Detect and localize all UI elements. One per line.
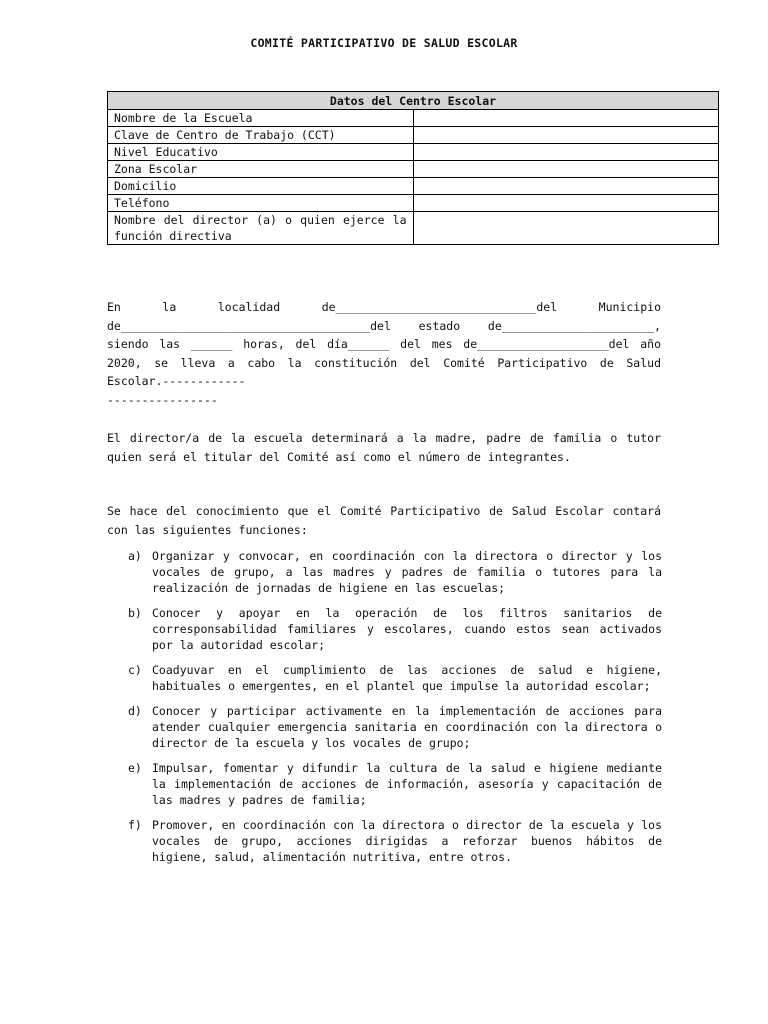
row-value-school-name[interactable] xyxy=(413,110,719,127)
list-marker: b) xyxy=(128,606,142,620)
constitution-text-tail: ---------------- xyxy=(107,392,218,407)
list-item-text: Promover, en coordinación con la directora o director de la escuela y los vocales de grupo, acciones dirigidas a reforzar buenos hábitos de higiene, salud, alimentación nutritiva, entre otros. xyxy=(152,818,662,864)
constitution-text: En la localidad de_____________________________del Municipio de____________________________________del estado de______________________, siendo las ______ horas, del día______ del mes de___________________del año 2020, se lleva a cabo la constitución del Comité Participativo de Salud Escolar.------------ xyxy=(107,300,661,388)
table-row xyxy=(108,161,719,178)
list-item-text: Conocer y participar activamente en la implementación de acciones para atender cualquier emergencia sanitaria en coordinación con la directora o director de la escuela y los vocales de grupo; xyxy=(152,704,662,750)
row-value-level[interactable] xyxy=(413,144,719,161)
list-item xyxy=(128,605,662,653)
table-header: Datos del Centro Escolar xyxy=(108,92,719,110)
list-item xyxy=(128,703,662,751)
row-label-level: Nivel Educativo xyxy=(108,144,414,161)
row-label-address: Domicilio xyxy=(108,178,414,195)
table-row xyxy=(108,110,719,127)
row-label-cct: Clave de Centro de Trabajo (CCT) xyxy=(108,127,414,144)
row-value-address[interactable] xyxy=(413,178,719,195)
row-value-phone[interactable] xyxy=(413,195,719,212)
list-item-text: Organizar y convocar, en coordinación con la directora o director y los vocales de grupo, a las madres y padres de familia o tutores para la realización de jornadas de higiene en las escuelas; xyxy=(152,549,662,595)
list-item-text: Coadyuvar en el cumplimiento de las acciones de salud e higiene, habituales o emergentes, en el plantel que impulse la autoridad escolar; xyxy=(152,663,662,693)
table-row xyxy=(108,178,719,195)
school-data-table xyxy=(107,91,719,245)
functions-intro-paragraph: Se hace del conocimiento que el Comité Participativo de Salud Escolar contará con las siguientes funciones: xyxy=(107,504,661,537)
list-item xyxy=(128,548,662,596)
row-value-director[interactable] xyxy=(413,212,719,245)
list-item xyxy=(128,817,662,865)
table-row xyxy=(108,195,719,212)
row-label-phone: Teléfono xyxy=(108,195,414,212)
list-marker: d) xyxy=(128,704,142,718)
table-header-row xyxy=(108,92,719,110)
row-label-school-name: Nombre de la Escuela xyxy=(108,110,414,127)
list-item-text: Impulsar, fomentar y difundir la cultura de la salud e higiene mediante la implementación de acciones de información, asesoría y capacitación de las madres y padres de familia; xyxy=(152,761,662,807)
table-row xyxy=(108,127,719,144)
list-marker: f) xyxy=(128,818,142,832)
director-paragraph: El director/a de la escuela determinará a la madre, padre de familia o tutor quien será el titular del Comité así como el número de integrantes. xyxy=(107,431,661,464)
list-item xyxy=(128,662,662,694)
table-row xyxy=(108,144,719,161)
list-item-text: Conocer y apoyar en la operación de los filtros sanitarios de corresponsabilidad familiares y escolares, cuando estos sean activados por la autoridad escolar; xyxy=(152,606,662,652)
row-value-zone[interactable] xyxy=(413,161,719,178)
row-label-director: Nombre del director (a) o quien ejerce la función directiva xyxy=(108,212,414,245)
functions-list xyxy=(128,548,662,874)
list-marker: c) xyxy=(128,663,142,677)
list-marker: e) xyxy=(128,761,142,775)
table-row xyxy=(108,212,719,245)
constitution-paragraph xyxy=(107,298,661,409)
list-marker: a) xyxy=(128,549,142,563)
list-item xyxy=(128,760,662,808)
row-label-zone: Zona Escolar xyxy=(108,161,414,178)
document-title: COMITÉ PARTICIPATIVO DE SALUD ESCOLAR xyxy=(250,36,518,50)
row-value-cct[interactable] xyxy=(413,127,719,144)
